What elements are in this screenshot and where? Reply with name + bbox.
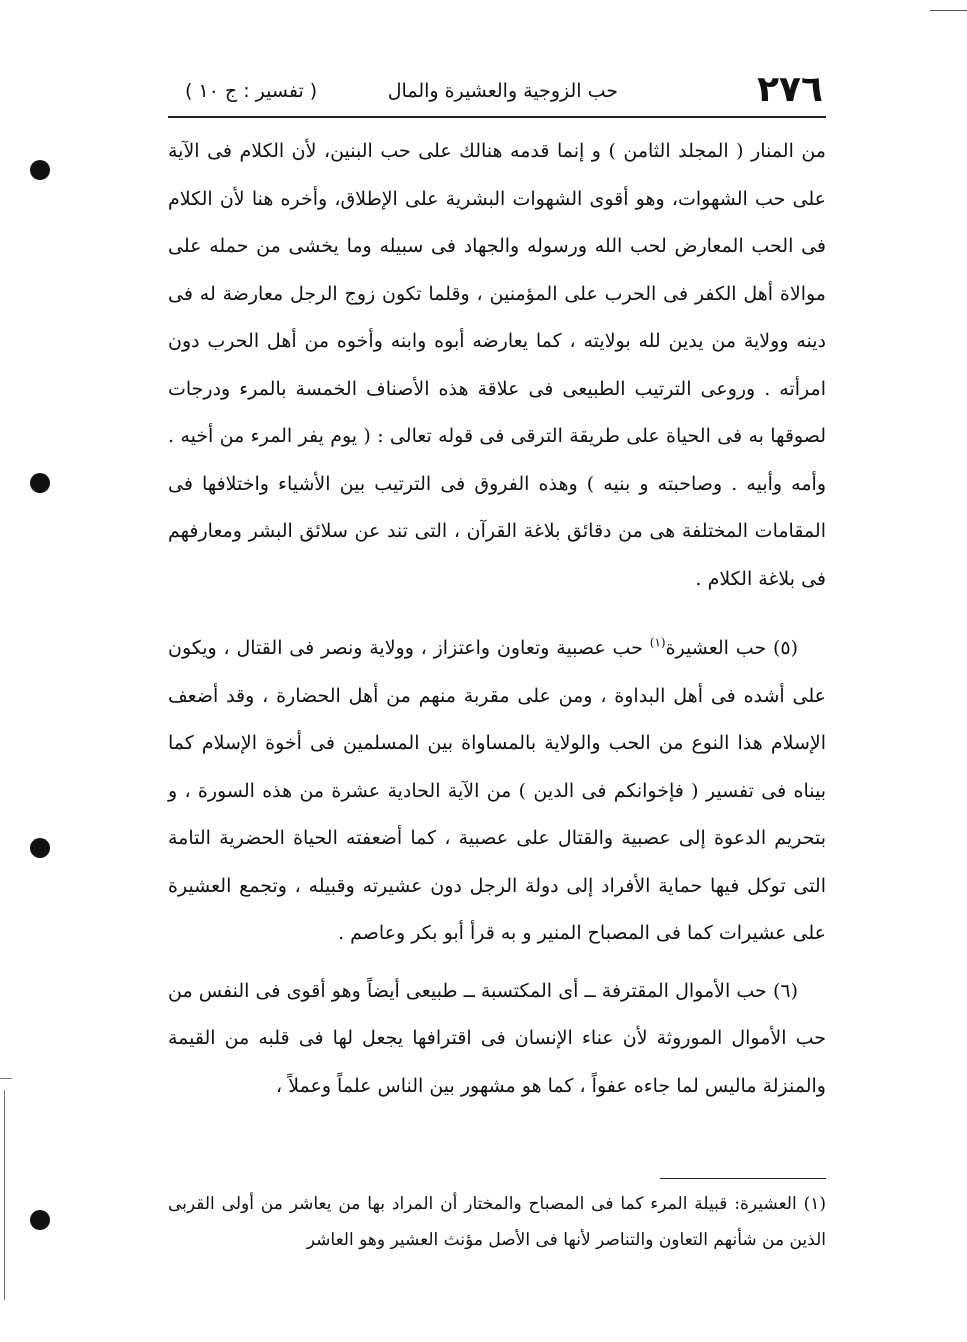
section-heading: (٥) حب العشيرة — [665, 637, 798, 659]
punch-hole-icon — [30, 838, 50, 858]
scan-edge-line — [930, 10, 967, 11]
footnote-reference: (١) — [649, 635, 666, 650]
paragraph-text: حب عصبية وتعاون واعتزاز ، وولاية ونصر فى القتال ، ويكون على أشده فى أهل البداوة ، ومن على مقربة منهم من أهل الحضارة ، وقد أضعف الإسلام هذا النوع من الحب والولاية بالمساواة بين المسلمين فى أخوة الإسلام كما بيناه فى تفسير ( فإخوانكم فى الدين ) من الآية الحادية عشرة من هذه السورة ، و بتحريم الدعوة إلى عصبية والقتال على عصبية ، كما أضعفته الحياة الحضرية التامة التى توكل فيها حماية الأفراد إلى دولة الرجل دون عشيرته وقبيله ، وتجمع العشيرة على عشيرات كما فى المصباح المنير و به قرأ أبو بكر وعاصم . — [168, 637, 826, 944]
paragraph — [168, 625, 826, 958]
punch-hole-icon — [30, 473, 50, 493]
page-header — [175, 70, 823, 114]
punch-hole-icon — [30, 160, 50, 180]
scan-margin-line — [4, 1090, 5, 1300]
main-text — [168, 128, 826, 1110]
punch-hole-icon — [30, 1210, 50, 1230]
paragraph-spacer — [168, 603, 826, 625]
paragraph-text: (٦) حب الأموال المقترفة ــ أى المكتسبة ــ طبيعى أيضاً وهو أقوى فى النفس من حب الأموال الموروثة لأن عناء الإنسان فى اقترافها يجعل لها فى قلبه من القيمة والمنزلة ماليس لما جاءه عفواً ، كما هو مشهور بين الناس علماً وعملاً ، — [168, 979, 826, 1097]
paragraph: من المنار ( المجلد الثامن ) و إنما قدمه هنالك على حب البنين، لأن الكلام فى الآية على حب الشهوات، وهو أقوى الشهوات البشرية على الإطلاق، وأخره هنا لأن الكلام فى الحب المعارض لحب الله ورسوله والجهاد فى سبيله وما يخشى من حمله على موالاة أهل الكفر فى الحرب على المؤمنين ، وقلما تكون زوج الرجل معارضة له فى دينه وولاية من يدين لله بولايته ، كما يعارضه أبوه وابنه وأخوه من أهل الحرب دون امرأته . وروعى الترتيب الطبيعى فى علاقة هذه الأصناف الخمسة بالمرء ودرجات لصوقها به فى الحياة على طريقة الترقى فى قوله تعالى : ( يوم يفر المرء من أخيه . وأمه وأبيه . وصاحبته و بنيه ) وهذه الفروق فى الترتيب بين الأشياء واختلافها فى المقامات المختلفة هى من دقائق بلاغة القرآن ، التى تند عن سلائق البشر ومعارفهم فى بلاغة الكلام . — [168, 140, 826, 590]
volume-label: ( تفسير : ج ١٠ ) — [185, 80, 318, 102]
page-number: ٢٧٦ — [757, 69, 823, 110]
footnote: (١) العشيرة: قبيلة المرء كما فى المصباح والمختار أن المراد بها من يعاشر من أولى القربى الذين من شأنهم التعاون والتناصر لأنها فى الأصل مؤنث العشير وهو العاشر — [168, 1194, 826, 1250]
paragraph — [168, 968, 826, 1111]
footnotes — [168, 1186, 826, 1258]
footnote-divider — [660, 1178, 826, 1179]
paragraph-spacer — [168, 958, 826, 968]
running-title: حب الزوجية والعشيرة والمال — [387, 80, 618, 102]
header-divider — [168, 116, 826, 118]
scan-margin-tick — [0, 1078, 12, 1079]
